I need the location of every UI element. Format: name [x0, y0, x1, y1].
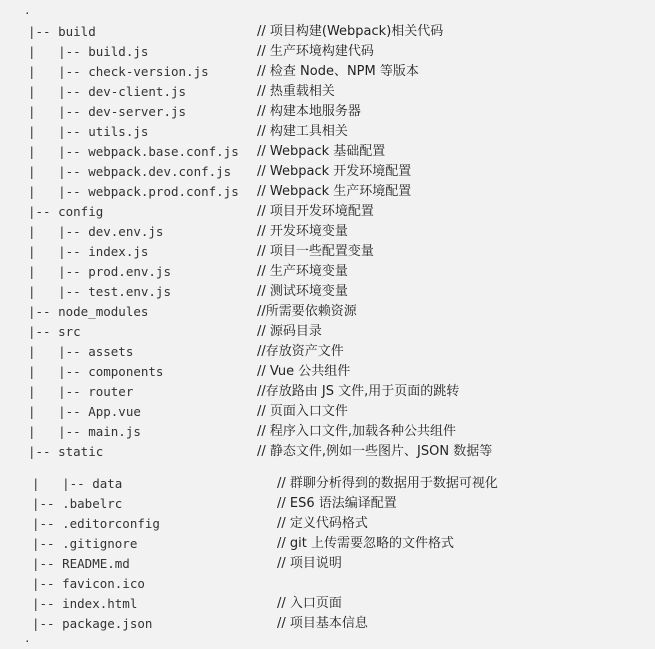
tree-row: [0, 142, 655, 162]
tree-entry: |-- config: [28, 204, 104, 219]
tree-entry: |-- src: [28, 324, 81, 339]
tree-row: [0, 554, 655, 574]
tree-comment: //存放路由 JS 文件,用于页面的跳转: [257, 384, 460, 399]
tree-row: [0, 594, 655, 614]
tree-entry: | |-- build.js: [28, 44, 149, 59]
tree-entry: | |-- assets: [28, 344, 134, 359]
tree-comment: // 生产环境变量: [257, 264, 348, 279]
tree-row: [0, 22, 655, 42]
tree-entry: | |-- router: [28, 384, 134, 399]
tree-comment: // 项目说明: [277, 556, 342, 571]
tree-entry: | |-- webpack.base.conf.js: [28, 144, 239, 159]
tree-entry: |-- package.json: [32, 616, 153, 631]
tree-entry: | |-- dev.env.js: [28, 224, 164, 239]
tree-comment: // 构建工具相关: [257, 124, 348, 139]
tree-comment: // Webpack 开发环境配置: [257, 164, 412, 179]
tree-entry: |-- favicon.ico: [32, 576, 145, 591]
tree-row: [0, 322, 655, 342]
tree-entry: | |-- components: [28, 364, 164, 379]
tree-row: [0, 614, 655, 634]
tree-comment: // git 上传需要忽略的文件格式: [277, 536, 454, 551]
tree-row: [0, 402, 655, 422]
tree-entry: | |-- dev-client.js: [28, 84, 187, 99]
tree-comment: // 构建本地服务器: [257, 104, 361, 119]
tree-comment: // 入口页面: [277, 596, 342, 611]
tree-comment: // 页面入口文件: [257, 404, 348, 419]
tree-entry: | |-- App.vue: [28, 404, 141, 419]
tree-row: [0, 162, 655, 182]
tree-entry: |-- .editorconfig: [32, 516, 160, 531]
tree-comment: // 检查 Node、NPM 等版本: [257, 64, 419, 79]
tree-comment: // 定义代码格式: [277, 516, 368, 531]
tree-comment: // Webpack 基础配置: [257, 144, 386, 159]
tree-comment: // 项目基本信息: [277, 616, 368, 631]
tree-row: [0, 302, 655, 322]
tree-comment: // Vue 公共组件: [257, 364, 351, 379]
tree-row: [0, 62, 655, 82]
tree-entry: | |-- utils.js: [28, 124, 149, 139]
tree-entry: |-- build: [28, 24, 96, 39]
end-dot: .: [24, 632, 31, 645]
tree-row: [0, 362, 655, 382]
tree-row: [0, 282, 655, 302]
tree-comment: // 项目开发环境配置: [257, 204, 374, 219]
tree-row: [0, 514, 655, 534]
tree-row: [0, 342, 655, 362]
tree-comment: // ES6 语法编译配置: [277, 496, 397, 511]
tree-comment: // 项目一些配置变量: [257, 244, 374, 259]
tree-row: [0, 382, 655, 402]
tree-row: [0, 182, 655, 202]
tree-row: [0, 42, 655, 62]
tree-comment: //所需要依赖资源: [257, 304, 357, 319]
tree-entry: | |-- main.js: [28, 424, 141, 439]
tree-entry: |-- node_modules: [28, 304, 149, 319]
tree-row: [0, 82, 655, 102]
tree-row: [0, 102, 655, 122]
tree-row: [0, 494, 655, 514]
tree-entry: | |-- webpack.dev.conf.js: [28, 164, 232, 179]
tree-row: [0, 262, 655, 282]
tree-comment: // 项目构建(Webpack)相关代码: [257, 24, 444, 39]
tree-row: [0, 534, 655, 554]
tree-entry: | |-- index.js: [28, 244, 149, 259]
tree-entry: | |-- data: [32, 476, 123, 491]
tree-row: [0, 122, 655, 142]
tree-row: [0, 442, 655, 462]
tree-entry: |-- .babelrc: [32, 496, 123, 511]
tree-comment: // Webpack 生产环境配置: [257, 184, 412, 199]
root-dot: .: [24, 4, 31, 17]
tree-comment: // 源码目录: [257, 324, 322, 339]
tree-entry: |-- static: [28, 444, 104, 459]
tree-row: [0, 222, 655, 242]
tree-comment: // 生产环境构建代码: [257, 44, 374, 59]
tree-comment: //存放资产文件: [257, 344, 344, 359]
tree-row: [0, 574, 655, 594]
tree-comment: // 程序入口文件,加载各种公共组件: [257, 424, 457, 439]
tree-comment: // 静态文件,例如一些图片、JSON 数据等: [257, 444, 493, 459]
tree-row: [0, 242, 655, 262]
tree-comment: // 开发环境变量: [257, 224, 348, 239]
tree-entry: | |-- dev-server.js: [28, 104, 187, 119]
tree-comment: // 测试环境变量: [257, 284, 348, 299]
tree-entry: |-- README.md: [32, 556, 130, 571]
tree-entry: |-- .gitignore: [32, 536, 138, 551]
tree-comment: // 群聊分析得到的数据用于数据可视化: [277, 476, 498, 491]
tree-row: [0, 474, 655, 494]
tree-row: [0, 202, 655, 222]
tree-comment: // 热重载相关: [257, 84, 335, 99]
tree-entry: | |-- webpack.prod.conf.js: [28, 184, 239, 199]
tree-entry: | |-- prod.env.js: [28, 264, 171, 279]
tree-row: [0, 422, 655, 442]
tree-entry: | |-- test.env.js: [28, 284, 171, 299]
tree-entry: | |-- check-version.js: [28, 64, 209, 79]
tree-entry: |-- index.html: [32, 596, 138, 611]
